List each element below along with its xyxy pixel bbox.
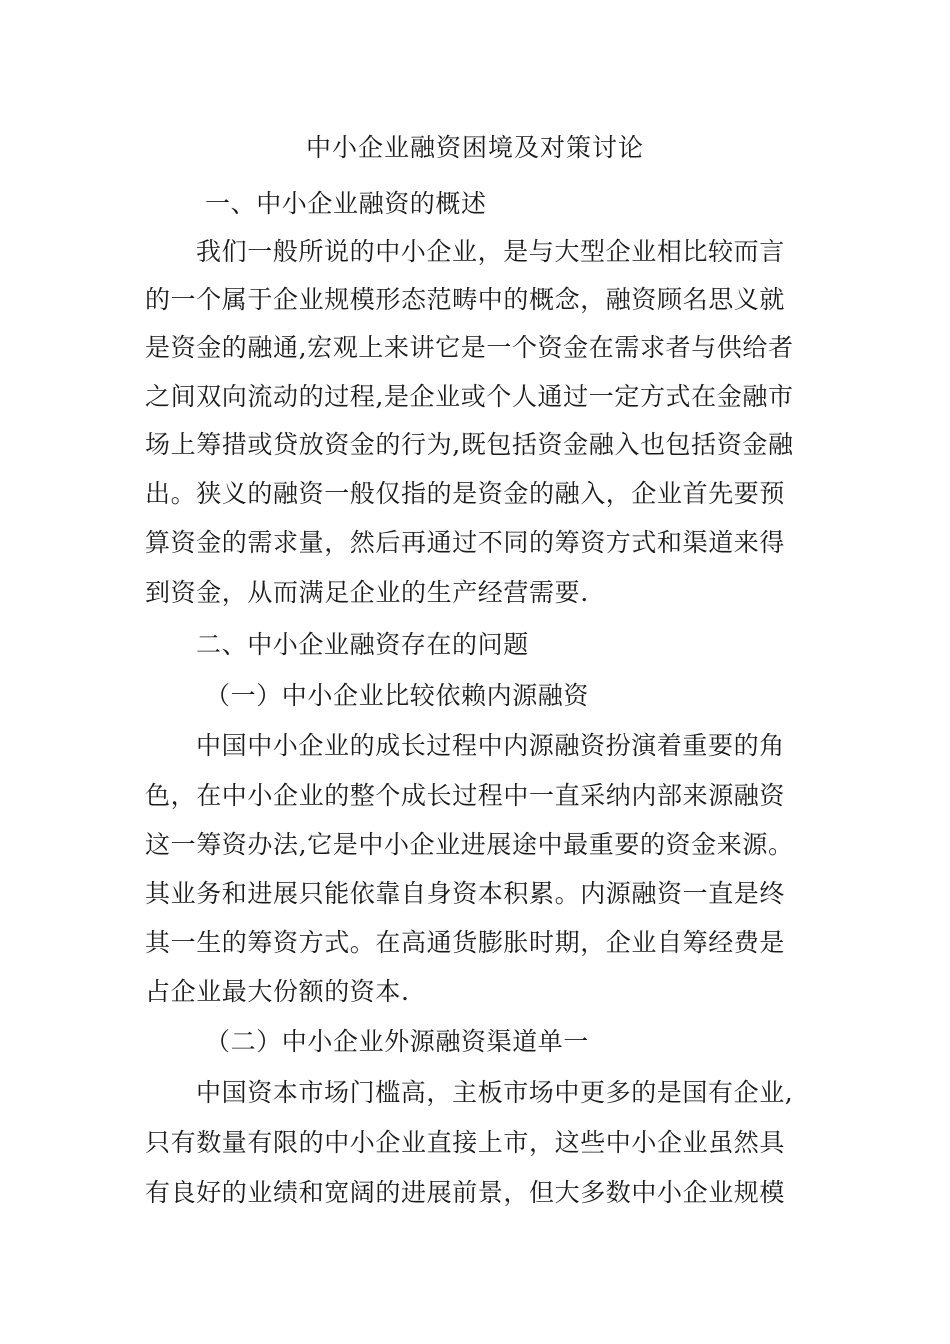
paragraph-line: 其一生的筹资方式。在高通货膨胀时期，企业自筹经费是 [145,928,786,957]
paragraph-line: 到资金，从而满足企业的生产经营需要. [145,578,589,607]
paragraph-line: 我们一般所说的中小企业，是与大型企业相比较而言 [196,237,785,266]
paragraph-line: 中国资本市场门槛高，主板市场中更多的是国有企业, [196,1078,794,1107]
subsection-heading-1: （一）中小企业比较依赖内源融资 [205,681,590,710]
paragraph-line: 的一个属于企业规模形态范畴中的概念，融资顾名思义就 [145,285,786,314]
document-title: 中小企业融资困境及对策讨论 [305,133,644,162]
paragraph-line: 算资金的需求量，然后再通过不同的筹资方式和渠道来得 [145,528,786,557]
paragraph-line: 色，在中小企业的整个成长过程中一直采纳内部来源融资 [145,781,786,810]
paragraph-line: 这一筹资办法,它是中小企业进展途中最重要的资金来源。 [145,830,794,859]
paragraph-line: 场上筹措或贷放资金的行为,既包括资金融入也包括资金融 [145,430,794,459]
paragraph-line: 之间双向流动的过程,是企业或个人通过一定方式在金融市 [145,382,794,411]
paragraph-line: 中国中小企业的成长过程中内源融资扮演着重要的角 [196,731,785,760]
paragraph-line: 只有数量有限的中小企业直接上市，这些中小企业虽然具 [145,1128,786,1157]
subsection-heading-2: （二）中小企业外源融资渠道单一 [205,1027,590,1056]
section-heading-2: 二、中小企业融资存在的问题 [196,630,529,659]
paragraph-line: 其业务和进展只能依靠自身资本积累。内源融资一直是终 [145,879,786,908]
paragraph-line: 有良好的业绩和宽阔的进展前景，但大多数中小企业规模 [145,1178,786,1207]
paragraph-line: 出。狭义的融资一般仅指的是资金的融入，企业首先要预 [145,479,786,508]
paragraph-line: 是资金的融通,宏观上来讲它是一个资金在需求者与供给者 [145,333,794,362]
paragraph-line: 占企业最大份额的资本. [145,977,410,1006]
section-heading-1: 一、中小企业融资的概述 [205,189,487,218]
